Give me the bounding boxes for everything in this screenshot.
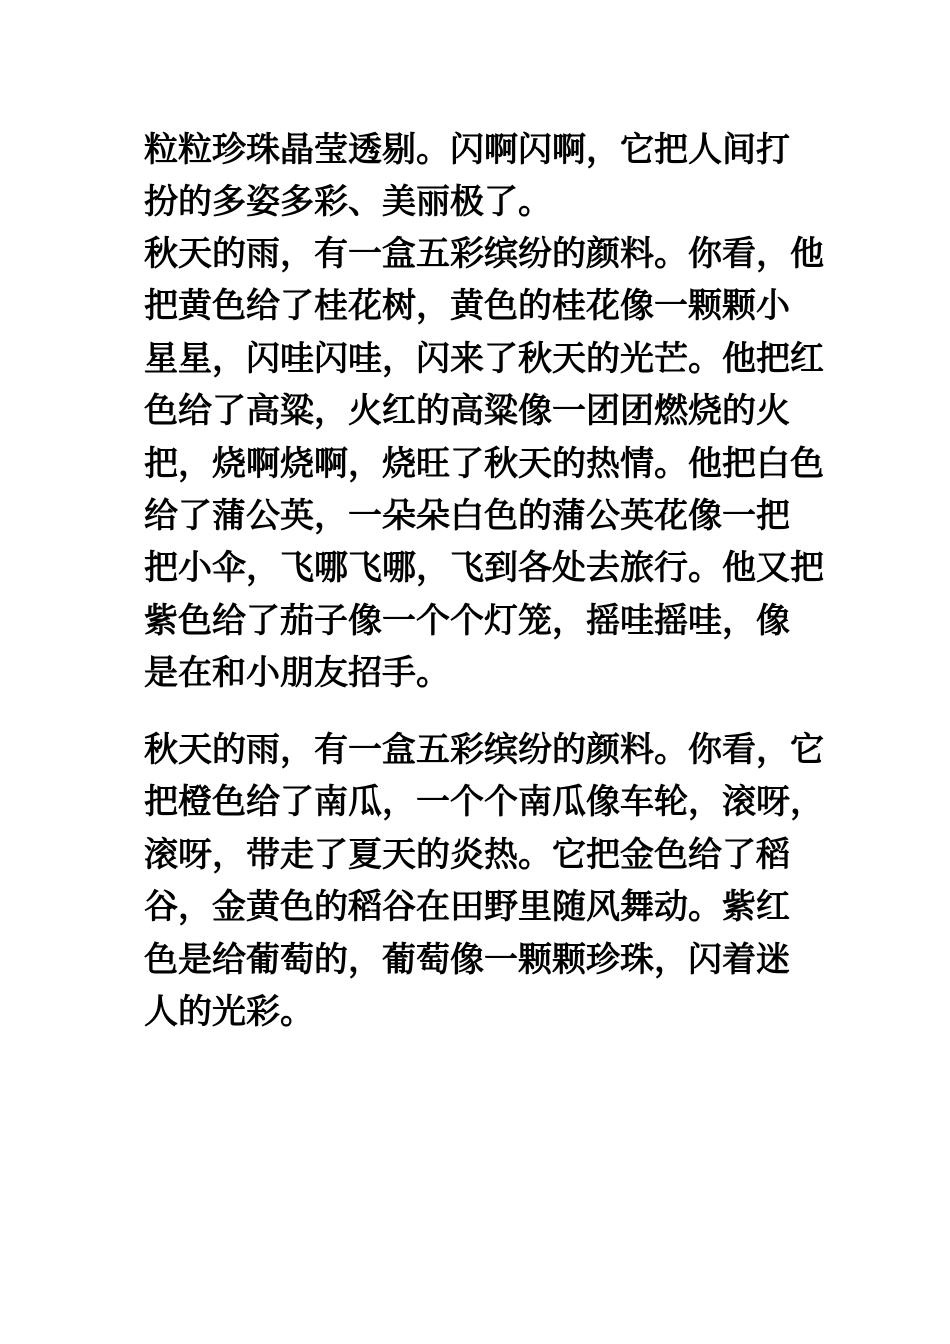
paragraph-line: 粒粒珍珠晶莹透剔。闪啊闪啊，它把人间打 <box>144 130 790 170</box>
paragraph-line: 把小伞，飞哪飞哪，飞到各处去旅行。他又把 <box>144 548 824 589</box>
paragraph-1 <box>144 124 824 229</box>
paragraph-line: 紫色给了茄子像一个个灯笼，摇哇摇哇，像 <box>144 600 790 641</box>
paragraph-line: 星星，闪哇闪哇，闪来了秋天的光芒。他把红 <box>144 338 824 379</box>
paragraph-line: 秋天的雨，有一盒五彩缤纷的颜料。你看，他 <box>144 234 824 274</box>
paragraph-line: 人的光彩。 <box>144 991 314 1032</box>
paragraph-line: 色给了高粱，火红的高粱像一团团燃烧的火 <box>144 391 790 432</box>
paragraph-3 <box>144 724 824 1038</box>
paragraph-2 <box>144 228 824 700</box>
paragraph-line: 秋天的雨，有一盒五彩缤纷的颜料。你看，它 <box>144 730 824 770</box>
paragraph-line: 滚呀，带走了夏天的炎热。它把金色给了稻 <box>144 834 790 875</box>
paragraph-line: 扮的多姿多彩、美丽极了。 <box>144 182 552 223</box>
paragraph-line: 把橙色给了南瓜，一个个南瓜像车轮，滚呀， <box>144 782 824 823</box>
paragraph-line: 给了蒲公英，一朵朵白色的蒲公英花像一把 <box>144 495 790 536</box>
paragraph-line: 谷，金黄色的稻谷在田野里随风舞动。紫红 <box>144 887 790 928</box>
paragraph-line: 是在和小朋友招手。 <box>144 653 450 694</box>
paragraph-line: 把黄色给了桂花树，黄色的桂花像一颗颗小 <box>144 286 790 327</box>
paragraph-line: 色是给葡萄的，葡萄像一颗颗珍珠，闪着迷 <box>144 939 790 980</box>
paragraph-line: 把，烧啊烧啊，烧旺了秋天的热情。他把白色 <box>144 443 824 484</box>
